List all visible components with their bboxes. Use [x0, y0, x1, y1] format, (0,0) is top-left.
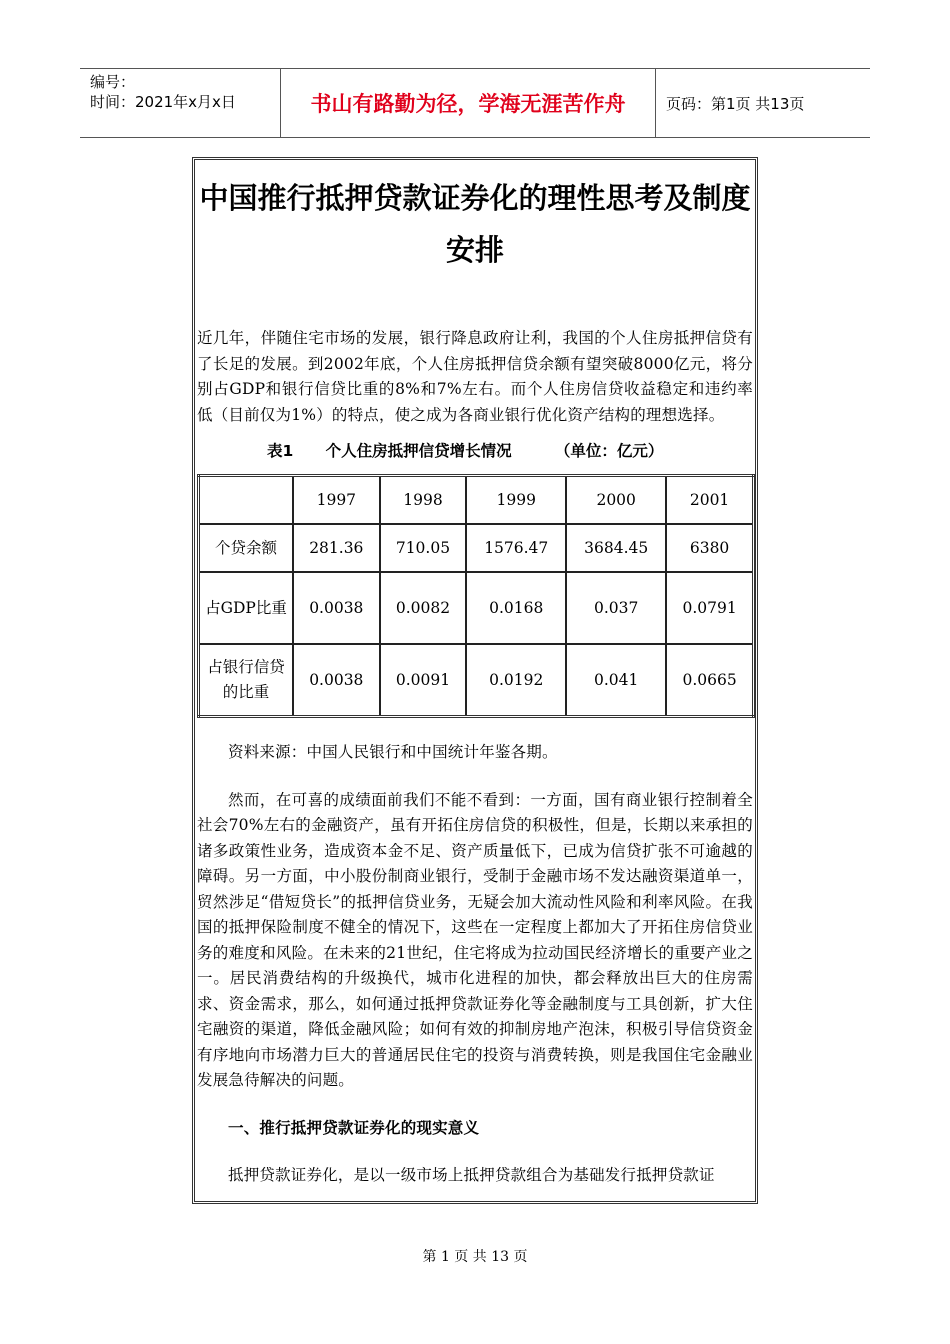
- source-note: 资料来源：中国人民银行和中国统计年鉴各期。: [228, 743, 558, 761]
- table-caption: 表1 个人住房抵押信贷增长情况 （单位：亿元）: [267, 442, 664, 460]
- table-cell: 0.0091: [380, 644, 467, 717]
- table-row: [199, 524, 754, 572]
- header-motto: 书山有路勤为径，学海无涯苦作舟: [281, 69, 656, 137]
- document-title: 中国推行抵押贷款证券化的理性思考及制度安排: [199, 181, 751, 267]
- body-paragraph: 然而，在可喜的成绩面前我们不能不看到：一方面，国有商业银行控制着全社会70%左右的金融资产，虽有开拓住房信贷的积极性，但是，长期以来承担的诸多政策性业务，造成资本金不足、资产质量低下，已成为信贷扩张不可逾越的障碍。另一方面，中小股份制商业银行，受制于金融市场不发达融资渠道单一，贸然涉足“借短贷长”的抵押信贷业务，无疑会加大流动性风险和利率风险。在我国的抵押保险制度不健全的情况下，这些在一定程度上都加大了开拓住房信贷业务的难度和风险。在未来的21世纪，住宅将成为拉动国民经济增长的重要产业之一。居民消费结构的升级换代，城市化进程的加快，都会释放出巨大的住房需求、资金需求，那么，如何通过抵押贷款证券化等金融制度与工具创新，扩大住宅融资的渠道，降低金融风险；如何有效的抑制房地产泡沫，积极引导信贷资金有序地向市场潜力巨大的普通居民住宅的投资与消费转换，则是我国住宅金融业发展急待解决的问题。: [197, 790, 753, 1089]
- table-year-cell: 1997: [293, 476, 380, 525]
- table-row-label: 占银行信贷的比重: [199, 644, 294, 717]
- table-header-row: [199, 476, 754, 525]
- table-cell: 281.36: [293, 524, 380, 572]
- header-meta: [80, 69, 281, 137]
- table-cell: 0.0168: [466, 572, 566, 644]
- page-header: [80, 68, 870, 138]
- table-cell: 710.05: [380, 524, 467, 572]
- section-heading: 一、推行抵押贷款证券化的现实意义: [228, 1118, 480, 1137]
- table-cell: 0.0038: [293, 572, 380, 644]
- table-cell: 0.0791: [666, 572, 753, 644]
- header-time-label: 时间：2021年x月x日: [90, 93, 236, 111]
- intro-paragraph: 近几年，伴随住宅市场的发展，银行降息政府让利，我国的个人住房抵押信贷有了长足的发展。到2002年底，个人住房抵押信贷余额有望突破8000亿元，将分别占GDP和银行信贷比重的8%和7%左右。而个人住房信贷收益稳定和违约率低（目前仅为1%）的特点，使之成为各商业银行优化资产结构的理想选择。: [197, 329, 753, 424]
- header-page-info: 页码：第1页 共13页: [666, 94, 805, 113]
- table-cell: 0.0192: [466, 644, 566, 717]
- table-row-label: 个贷余额: [199, 524, 294, 572]
- table-cell: 0.0082: [380, 572, 467, 644]
- table-cell: 6380: [666, 524, 753, 572]
- page-footer: 第 1 页 共 13 页: [422, 1249, 528, 1265]
- table-cell: 0.0038: [293, 644, 380, 717]
- document-frame: [192, 157, 758, 1204]
- table-year-cell: 1999: [466, 476, 566, 525]
- header-number-label: 编号：: [90, 73, 136, 91]
- table-cell: 0.041: [566, 644, 666, 717]
- table-cell: 0.0665: [666, 644, 753, 717]
- table-year-cell: 1998: [380, 476, 467, 525]
- table-row: [199, 572, 754, 644]
- table-corner-cell: [199, 476, 294, 525]
- table-year-cell: 2001: [666, 476, 753, 525]
- data-table: [197, 474, 755, 718]
- table-cell: 1576.47: [466, 524, 566, 572]
- table-row: [199, 644, 754, 717]
- table-cell: 0.037: [566, 572, 666, 644]
- table-row-label: 占GDP比重: [199, 572, 294, 644]
- table-cell: 3684.45: [566, 524, 666, 572]
- table-year-cell: 2000: [566, 476, 666, 525]
- body-paragraph: 抵押贷款证券化，是以一级市场上抵押贷款组合为基础发行抵押贷款证: [228, 1166, 715, 1184]
